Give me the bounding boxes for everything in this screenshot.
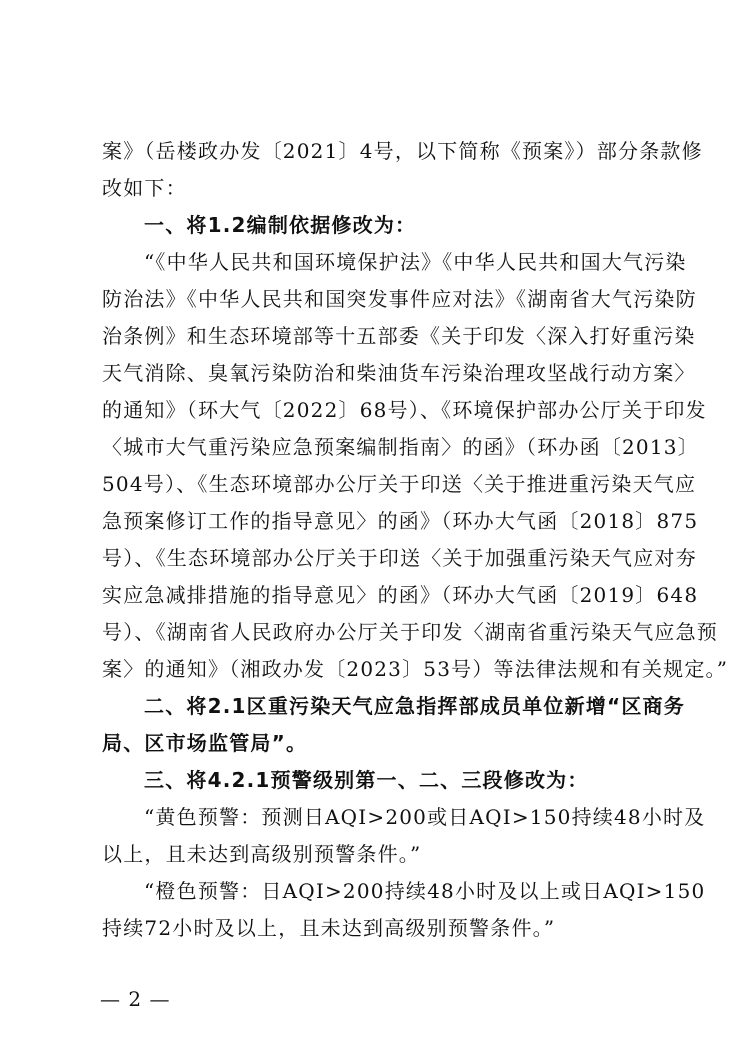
body-text-line: 案》（岳楼政办发〔2021〕4号，以下简称《预案》）部分条款修 <box>102 139 703 163</box>
body-text-line: 以上，且未达到高级别预警条件。” <box>102 842 422 866</box>
body-text-line: 实应急减排措施的指导意见〉的函》（环办大气函〔2019〕648 <box>102 583 699 607</box>
body-text-line: 号）、《生态环境部办公厅关于印送〈关于加强重污染天气应对夯 <box>102 546 697 570</box>
body-text-line: “黄色预警：预测日AQI>200或日AQI>150持续48小时及 <box>144 805 706 829</box>
body-text-line: “橙色预警：日AQI>200持续48小时及以上或日AQI>150 <box>144 879 706 903</box>
section-heading: 三、将4.2.1预警级别第一、二、三段修改为： <box>144 768 589 792</box>
body-text-line: 天气消除、臭氧污染防治和柴油货车污染治理攻坚战行动方案〉 <box>102 361 696 385</box>
body-text-line: 的通知》（环大气〔2022〕68号）、《环境保护部办公厅关于印发 <box>102 398 707 422</box>
body-text-line: 案〉的通知》（湘政办发〔2023〕53号）等法律法规和有关规定。” <box>102 657 729 681</box>
body-text-line: 治条例》和生态环境部等十五部委《关于印发〈深入打好重污染 <box>102 324 696 348</box>
body-text-line: 504号）、《生态环境部办公厅关于印送〈关于推进重污染天气应 <box>102 472 697 496</box>
body-text-line: 改如下： <box>102 176 187 200</box>
body-text-line: 持续72小时及以上，且未达到高级别预警条件。” <box>102 916 556 940</box>
body-text-line: 急预案修订工作的指导意见〉的函》（环办大气函〔2018〕875 <box>102 509 699 533</box>
body-text-line: 防治法》《中华人民共和国突发事件应对法》《湖南省大气污染防 <box>102 287 697 311</box>
body-text-line: 号）、《湖南省人民政府办公厅关于印发〈湖南省重污染天气应急预 <box>102 620 718 644</box>
page-number: — 2 — <box>100 987 171 1011</box>
section-heading-continued: 局、区市场监管局”。 <box>102 731 308 755</box>
body-text-line: “《中华人民共和国环境保护法》《中华人民共和国大气污染 <box>144 250 687 274</box>
section-heading: 二、将2.1区重污染天气应急指挥部成员单位新增“区商务 <box>144 694 685 718</box>
section-heading: 一、将1.2编制依据修改为： <box>144 213 417 237</box>
body-text-line: 〈城市大气重污染应急预案编制指南〉的函》（环办函〔2013〕 <box>102 435 699 459</box>
